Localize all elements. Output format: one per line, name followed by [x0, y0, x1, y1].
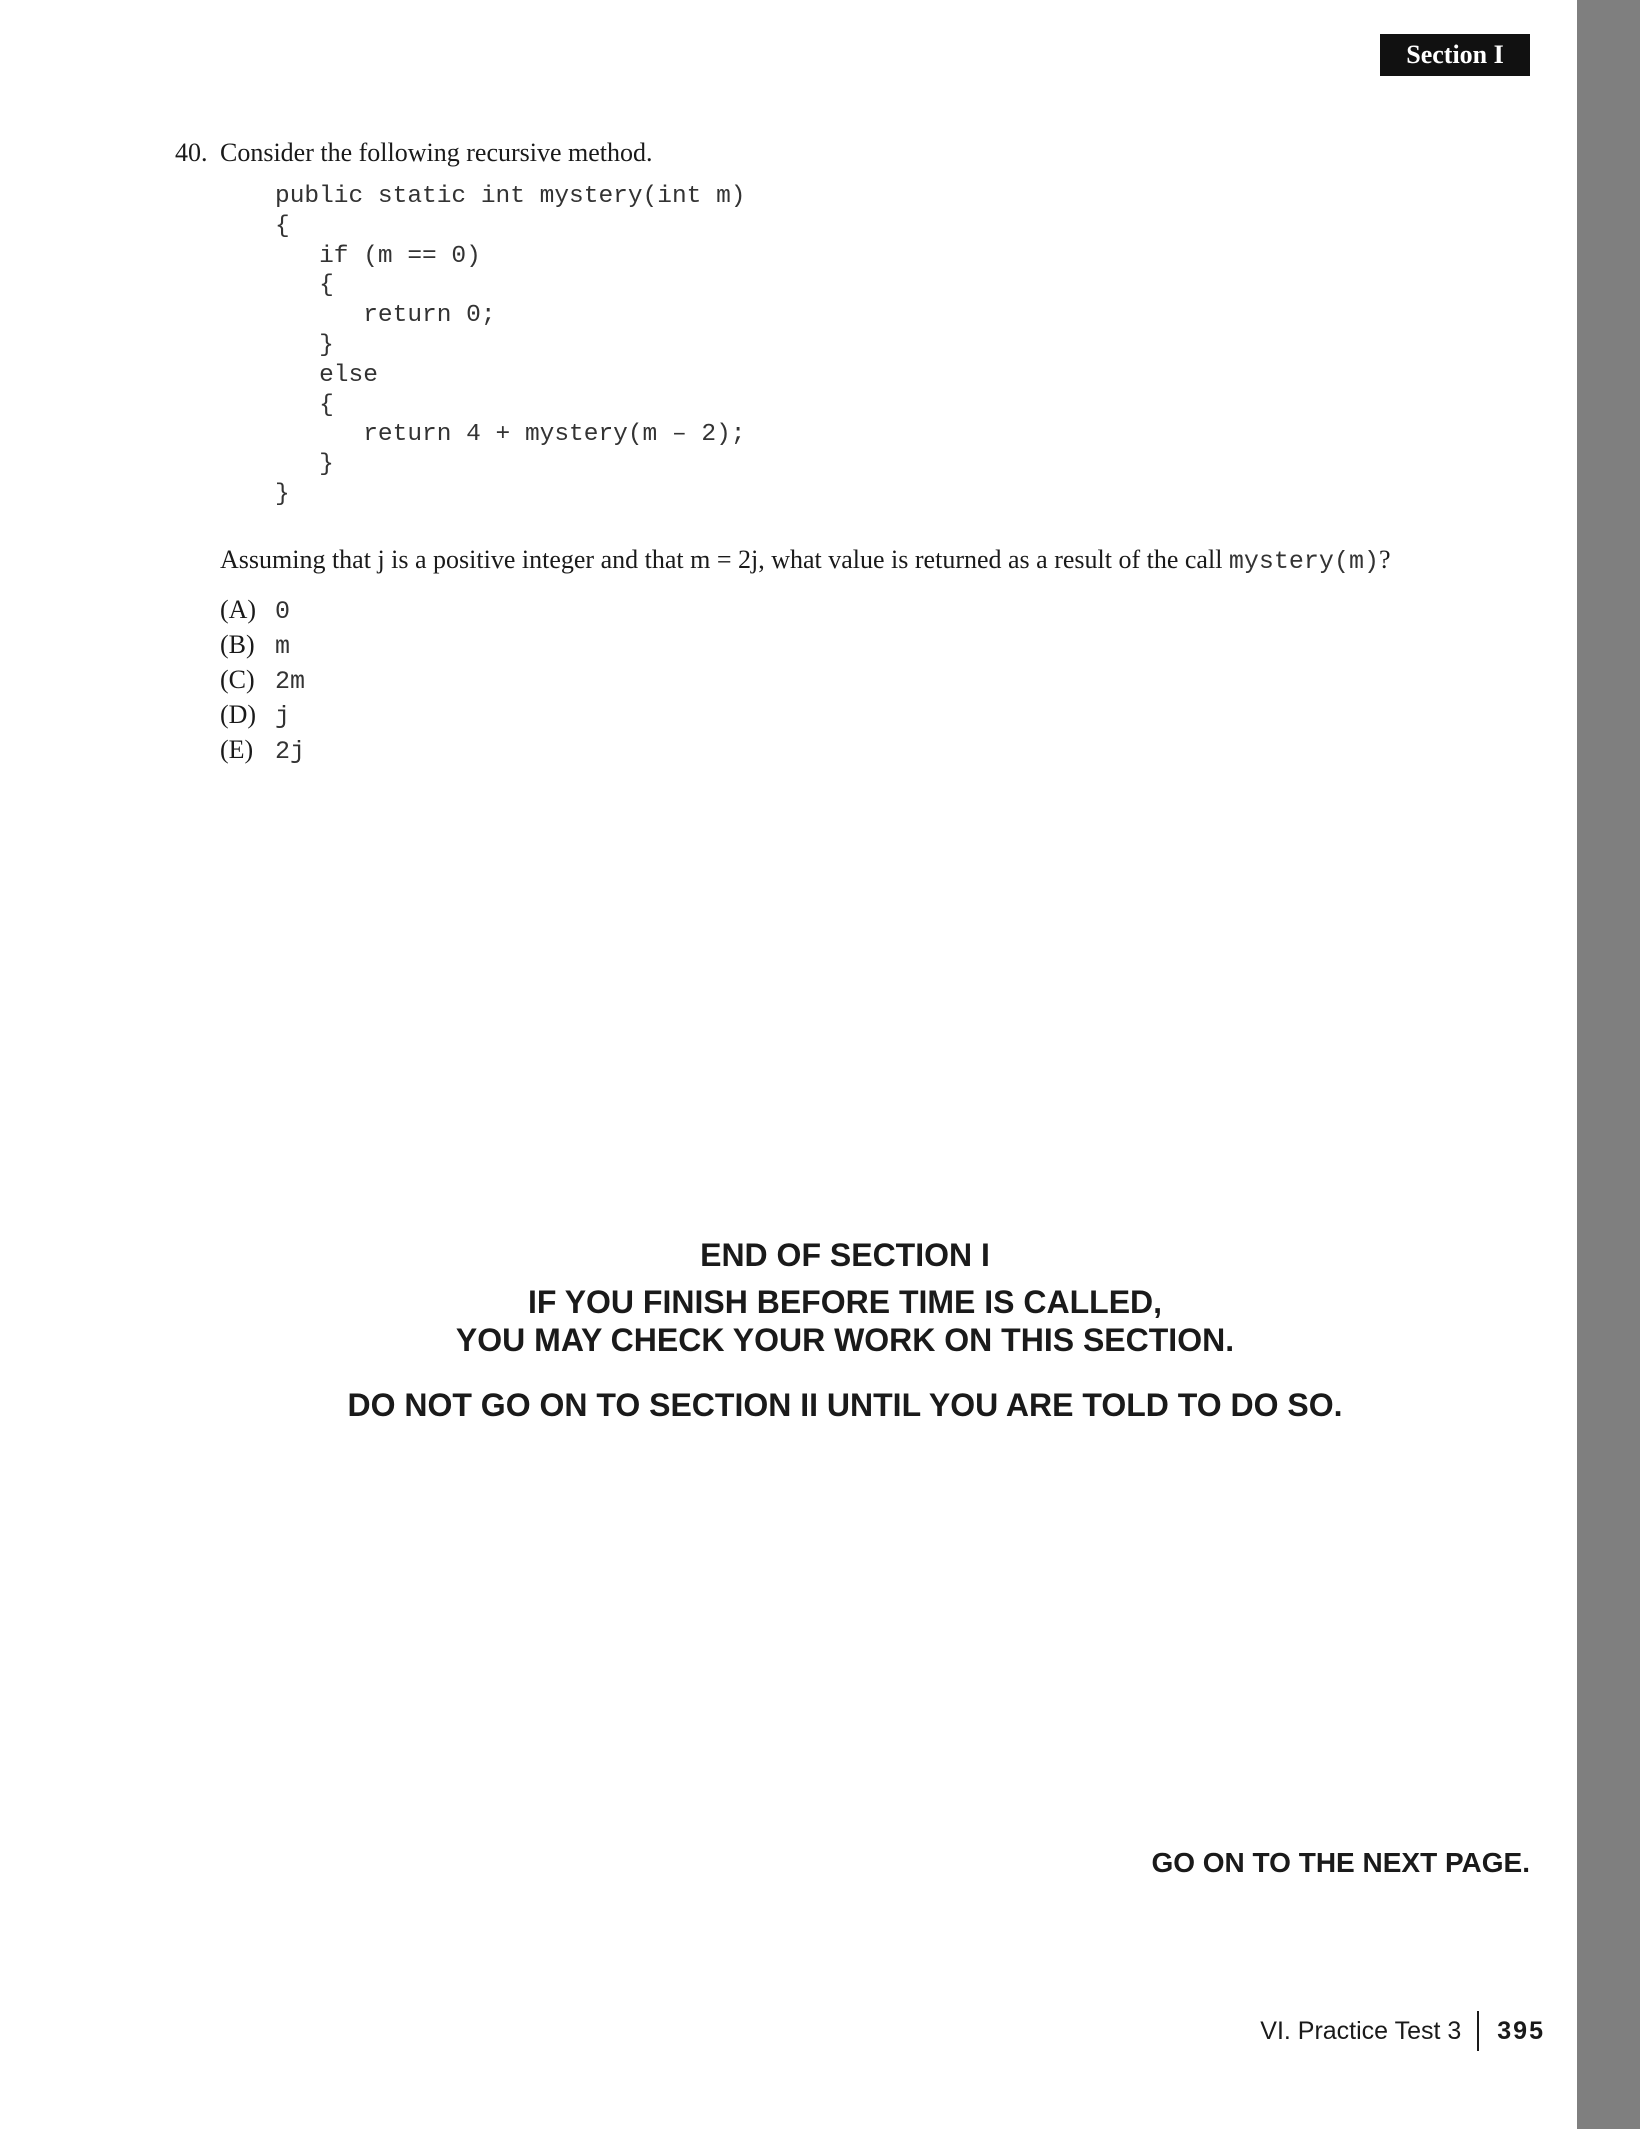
code-line: {: [275, 391, 334, 419]
code-line: return 4 + mystery(m – 2);: [275, 421, 746, 449]
code-line: if (m == 0): [275, 242, 481, 270]
section-tab: Section I: [1380, 34, 1530, 76]
choice-label: (D): [220, 700, 257, 729]
code-line: }: [275, 451, 334, 479]
page-number: 395: [1497, 2016, 1545, 2045]
go-on-notice: GO ON TO THE NEXT PAGE.: [1151, 1847, 1530, 1878]
end-notice-warning: DO NOT GO ON TO SECTION II UNTIL YOU ARE TOLD TO DO SO.: [347, 1387, 1343, 1423]
question-body-text: Assuming that j is a positive integer and that m = 2j, what value is returned as a result of the call: [220, 545, 1223, 574]
code-line: else: [275, 361, 378, 389]
question-body-code: mystery(m): [1228, 547, 1379, 576]
answer-choice-b: [220, 627, 305, 662]
footer-divider: [1477, 2011, 1479, 2051]
choice-value: 0: [275, 597, 291, 626]
choice-value: 2j: [275, 737, 306, 766]
question-stem: Consider the following recursive method.: [220, 138, 653, 167]
choice-value: j: [275, 702, 291, 731]
answer-choice-c: [220, 662, 305, 697]
answer-choice-d: [220, 697, 305, 732]
question-number: 40.: [175, 138, 208, 167]
page-footer: [1260, 2013, 1545, 2049]
code-line: }: [275, 331, 334, 359]
end-notice-line: IF YOU FINISH BEFORE TIME IS CALLED,: [527, 1284, 1163, 1320]
footer-chapter: VI. Practice Test 3: [1260, 2016, 1462, 2045]
choice-label: (B): [220, 630, 255, 659]
choice-label: (C): [220, 665, 255, 694]
code-line: }: [275, 480, 290, 508]
code-line: public static int mystery(int m): [275, 183, 746, 210]
question-body-end: ?: [1378, 545, 1391, 574]
end-section-title: END OF SECTION I: [700, 1237, 990, 1273]
code-block: [275, 182, 745, 510]
code-line: {: [275, 212, 290, 240]
choice-label: (E): [220, 735, 254, 764]
choice-label: (A): [220, 595, 257, 624]
code-line: return 0;: [275, 302, 496, 330]
answer-choice-a: [220, 592, 305, 627]
code-line: {: [275, 272, 334, 300]
question-body: [220, 545, 1391, 576]
page-edge-sidebar: [1577, 0, 1640, 2129]
answer-choice-e: [220, 732, 305, 767]
choice-value: m: [275, 632, 291, 661]
answer-choices: [220, 592, 305, 767]
choice-value: 2m: [275, 667, 306, 696]
end-notice-line: YOU MAY CHECK YOUR WORK ON THIS SECTION.: [455, 1322, 1235, 1358]
